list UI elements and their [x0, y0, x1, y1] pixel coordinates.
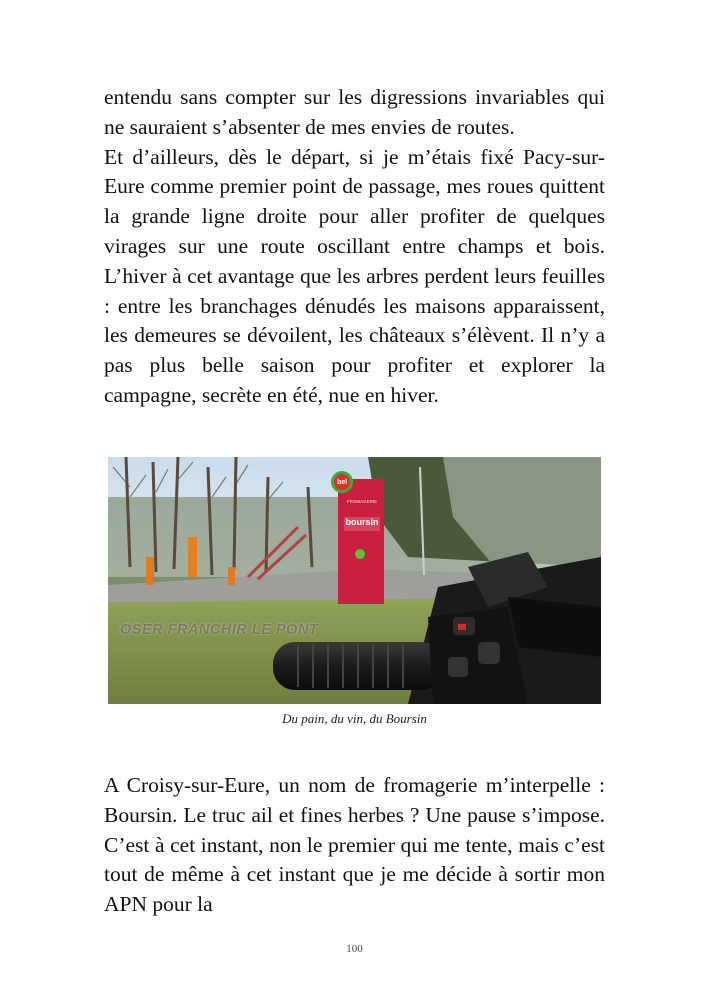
paragraph: A Croisy-sur-Eure, un nom de fromagerie m’interpelle : Boursin. Le truc ail et fines herbes ? Une pause s’impose. C’est à cet instant, non le premier qui me tente, mais c’est tout de même à cet instant que je me décide à sortir mon APN pour la — [104, 773, 605, 917]
paragraph: entendu sans compter sur les digressions invariables qui ne sauraient s’absenter de mes envies de routes. — [104, 85, 605, 139]
sign-brand-logo: bel — [336, 479, 348, 486]
photo-watermark: OSER FRANCHIR LE PONT — [120, 622, 319, 638]
photo-illustration — [108, 457, 601, 704]
paragraph: Et d’ailleurs, dès le départ, si je m’étais fixé Pacy-sur-Eure comme premier point de passage, mes roues quittent la grande ligne droite pour aller profiter de quelques virages sur une route oscillant entre champs et bois. L’hiver à cet avantage que les arbres perdent leurs feuilles : entre les branchages dénudés les maisons apparaissent, les demeures se dévoilent, les châteaux s’élèvent. Il n’y a pas plus belle saison pour profiter et explorer la campagne, secrète en été, nue en hiver. — [104, 144, 605, 407]
body-text-bottom — [104, 771, 605, 920]
figure-caption: Du pain, du vin, du Boursin — [282, 711, 427, 726]
page-number: 100 — [346, 943, 363, 955]
photo-figure — [108, 457, 601, 704]
sign-label: boursin — [345, 517, 379, 527]
sign-small-text: FROMAGERIE — [346, 499, 378, 504]
body-text-top — [104, 83, 605, 411]
